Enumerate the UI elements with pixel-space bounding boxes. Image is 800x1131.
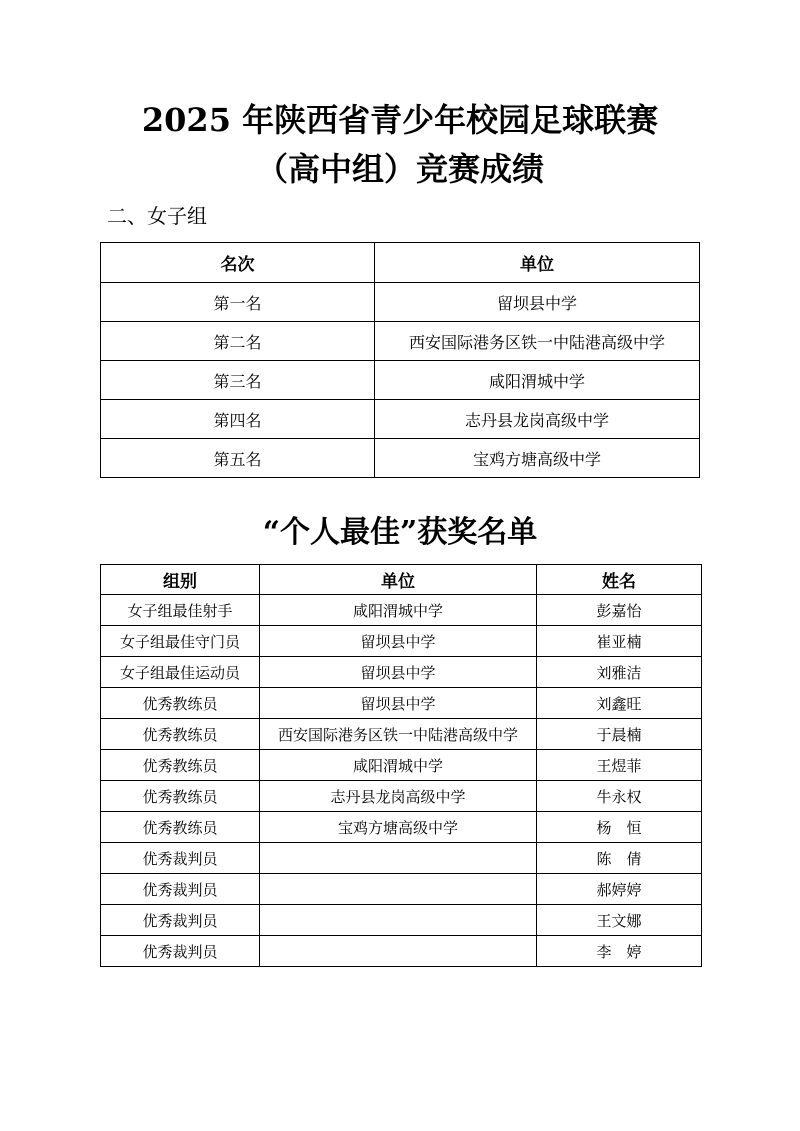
unit-cell: 志丹县龙岗高级中学 [375,400,700,439]
table-row [101,874,702,905]
table-row [101,812,702,843]
name-cell: 陈 倩 [537,843,702,874]
unit-cell: 志丹县龙岗高级中学 [260,781,537,812]
category-cell: 优秀教练员 [101,781,260,812]
table-row [101,750,702,781]
rank-cell: 第四名 [101,400,375,439]
table-row [101,283,700,322]
unit-cell [260,874,537,905]
table-row [101,688,702,719]
name-cell: 崔亚楠 [537,626,702,657]
category-cell: 优秀裁判员 [101,874,260,905]
rank-cell: 第二名 [101,322,375,361]
name-cell: 王文娜 [537,905,702,936]
name-cell: 于晨楠 [537,719,702,750]
category-cell: 女子组最佳守门员 [101,626,260,657]
unit-cell: 咸阳渭城中学 [260,595,537,626]
category-cell: 女子组最佳射手 [101,595,260,626]
header-unit: 单位 [260,565,537,595]
unit-cell: 西安国际港务区铁一中陆港高级中学 [375,322,700,361]
name-cell: 李 婷 [537,936,702,967]
category-cell: 优秀教练员 [101,812,260,843]
unit-cell: 宝鸡方塘高级中学 [375,439,700,478]
unit-cell [260,936,537,967]
category-cell: 女子组最佳运动员 [101,657,260,688]
header-unit: 单位 [375,243,700,283]
section-heading: 二、女子组 [107,204,207,228]
table-row [101,626,702,657]
table-row [101,905,702,936]
unit-cell: 宝鸡方塘高级中学 [260,812,537,843]
category-cell: 优秀教练员 [101,750,260,781]
name-cell: 牛永权 [537,781,702,812]
ranking-table [100,242,700,478]
unit-cell [260,843,537,874]
name-cell: 郝婷婷 [537,874,702,905]
unit-cell: 留坝县中学 [260,688,537,719]
category-cell: 优秀教练员 [101,719,260,750]
unit-cell: 留坝县中学 [375,283,700,322]
name-cell: 刘鑫旺 [537,688,702,719]
document-title-line-2: （高中组）竞赛成绩 [255,150,544,188]
rank-cell: 第五名 [101,439,375,478]
category-cell: 优秀裁判员 [101,905,260,936]
table-row [101,657,702,688]
header-name: 姓名 [537,565,702,595]
name-cell: 刘雅洁 [537,657,702,688]
unit-cell: 咸阳渭城中学 [375,361,700,400]
unit-cell: 留坝县中学 [260,626,537,657]
table-row [101,781,702,812]
table-row [101,719,702,750]
table-row [101,936,702,967]
table-row [101,439,700,478]
table-row [101,843,702,874]
rank-cell: 第一名 [101,283,375,322]
award-table [100,564,702,967]
table-row [101,595,702,626]
table-row [101,322,700,361]
rank-cell: 第三名 [101,361,375,400]
name-cell: 杨 恒 [537,812,702,843]
name-cell: 王煜菲 [537,750,702,781]
document-title-line-1: 2025 年陕西省青少年校园足球联赛 [141,101,659,139]
header-rank: 名次 [101,243,375,283]
table-header-row [101,565,702,595]
award-list-title: “个人最佳”获奖名单 [262,515,538,550]
table-row [101,361,700,400]
unit-cell: 留坝县中学 [260,657,537,688]
category-cell: 优秀裁判员 [101,843,260,874]
category-cell: 优秀裁判员 [101,936,260,967]
table-row [101,400,700,439]
unit-cell: 咸阳渭城中学 [260,750,537,781]
table-header-row [101,243,700,283]
unit-cell [260,905,537,936]
unit-cell: 西安国际港务区铁一中陆港高级中学 [260,719,537,750]
name-cell: 彭嘉怡 [537,595,702,626]
header-category: 组别 [101,565,260,595]
category-cell: 优秀教练员 [101,688,260,719]
